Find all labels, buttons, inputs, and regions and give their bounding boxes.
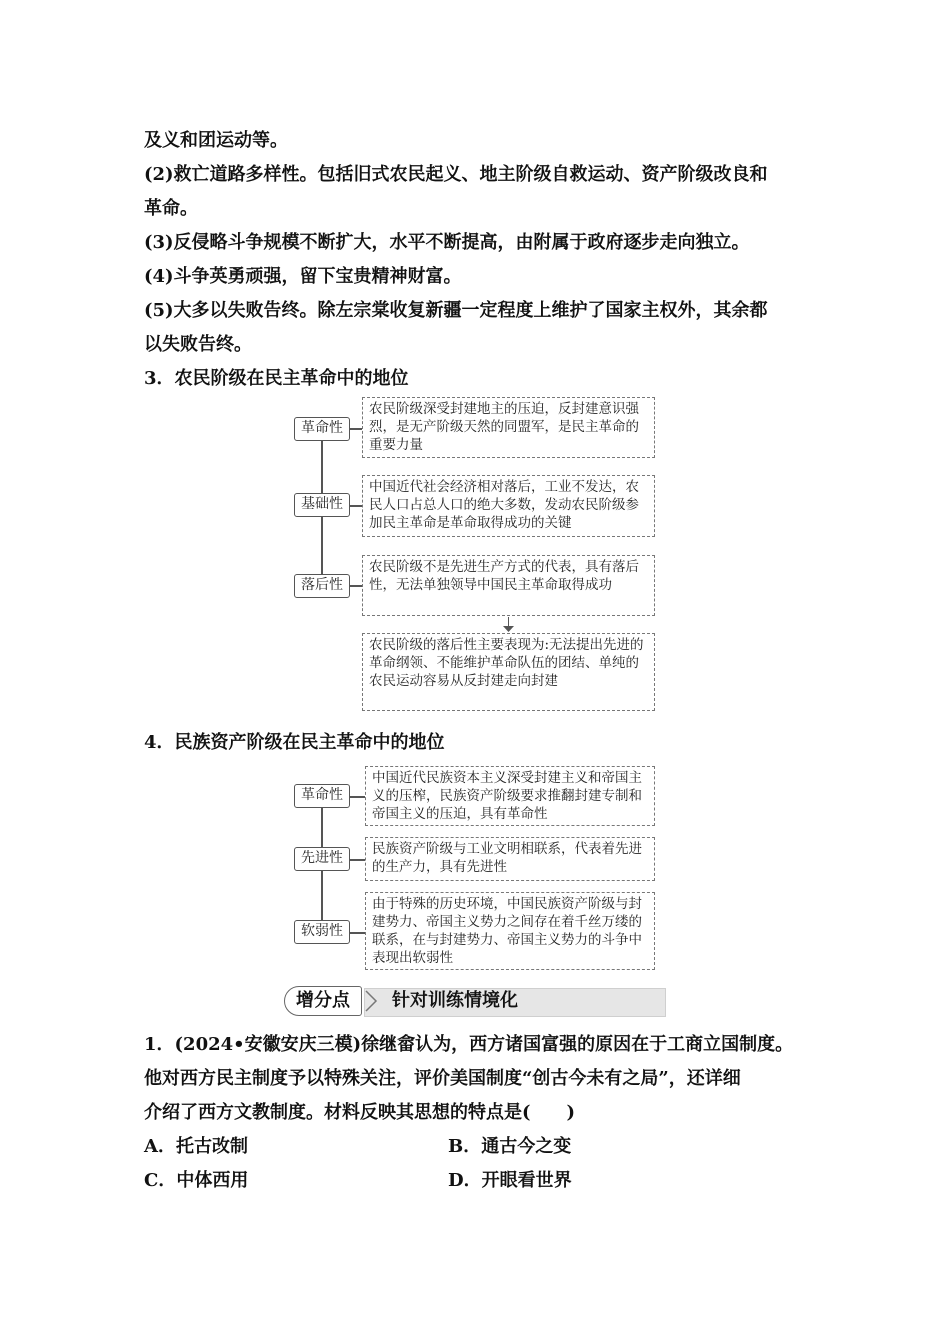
- paragraph-line: 及义和团运动等。: [144, 130, 288, 151]
- paragraph-line: (3)反侵略斗争规模不断扩大，水平不断提高，由附属于政府逐步走向独立。: [144, 232, 750, 253]
- section-banner: [284, 986, 666, 1016]
- description-box: 农民阶级深受封建地主的压迫，反封建意识强烈，是无产阶级天然的同盟军，是民主革命的重要力量: [362, 397, 655, 458]
- description-box: 农民阶级的落后性主要表现为:无法提出先进的革命纲领、不能维护革命队伍的团结、单纯的农民运动容易从反封建走向封建: [362, 633, 655, 711]
- question-stem: 他对西方民主制度予以特殊关注，评价美国制度“创古今未有之局”，还详细: [144, 1068, 741, 1089]
- option-d[interactable]: D．开眼看世界: [448, 1170, 572, 1191]
- connector: [349, 505, 362, 507]
- option-b[interactable]: B．通古今之变: [448, 1136, 572, 1157]
- label-advanced: 先进性: [294, 847, 350, 871]
- paragraph-line: 以失败告终。: [144, 334, 252, 355]
- label-revolutionary: 革命性: [294, 417, 350, 441]
- paragraph-line: (2)救亡道路多样性。包括旧式农民起义、地主阶级自救运动、资产阶级改良和: [144, 164, 768, 185]
- label-backward: 落后性: [294, 574, 350, 598]
- description-box: 中国近代民族资本主义深受封建主义和帝国主义的压榨，民族资产阶级要求推翻封建专制和帝国主义的压迫，具有革命性: [365, 766, 655, 826]
- section3-heading: 3．农民阶级在民主革命中的地位: [144, 368, 409, 389]
- description-box: 民族资产阶级与工业文明相联系，代表着先进的生产力，具有先进性: [365, 837, 655, 881]
- arrow-down-icon: [503, 626, 514, 633]
- connector: [349, 428, 362, 430]
- paragraph-line: (5)大多以失败告终。除左宗棠收复新疆一定程度上维护了国家主权外，其余都: [144, 300, 768, 321]
- option-a[interactable]: A．托古改制: [144, 1136, 248, 1157]
- option-c[interactable]: C．中体西用: [144, 1170, 249, 1191]
- paragraph-line: 革命。: [144, 198, 198, 219]
- banner-title: 针对训练情境化: [392, 990, 518, 1011]
- section4-heading: 4．民族资产阶级在民主革命中的地位: [144, 732, 445, 753]
- connector: [349, 796, 365, 798]
- question-stem: 介绍了西方文教制度。材料反映其思想的特点是( ): [144, 1102, 576, 1123]
- description-box: 农民阶级不是先进生产方式的代表，具有落后性，无法单独领导中国民主革命取得成功: [362, 555, 655, 616]
- description-box: 中国近代社会经济相对落后，工业不发达，农民人口占总人口的绝大多数，发动农民阶级参加民主革命是革命取得成功的关键: [362, 475, 655, 537]
- connector: [349, 859, 365, 861]
- connector: [349, 932, 365, 934]
- banner-tag: 增分点: [284, 986, 362, 1016]
- label-revolutionary: 革命性: [294, 784, 350, 808]
- label-weak: 软弱性: [294, 920, 350, 944]
- question-stem: 1．(2024•安徽安庆三模)徐继畲认为，西方诸国富强的原因在于工商立国制度。: [144, 1034, 794, 1055]
- connector: [349, 585, 362, 587]
- description-box: 由于特殊的历史环境，中国民族资产阶级与封建势力、帝国主义势力之间存在着千丝万缕的联系，在与封建势力、帝国主义势力的斗争中表现出软弱性: [365, 892, 655, 970]
- chevron-right-icon: [364, 990, 378, 1012]
- paragraph-line: (4)斗争英勇顽强，留下宝贵精神财富。: [144, 266, 462, 287]
- label-foundational: 基础性: [294, 493, 350, 517]
